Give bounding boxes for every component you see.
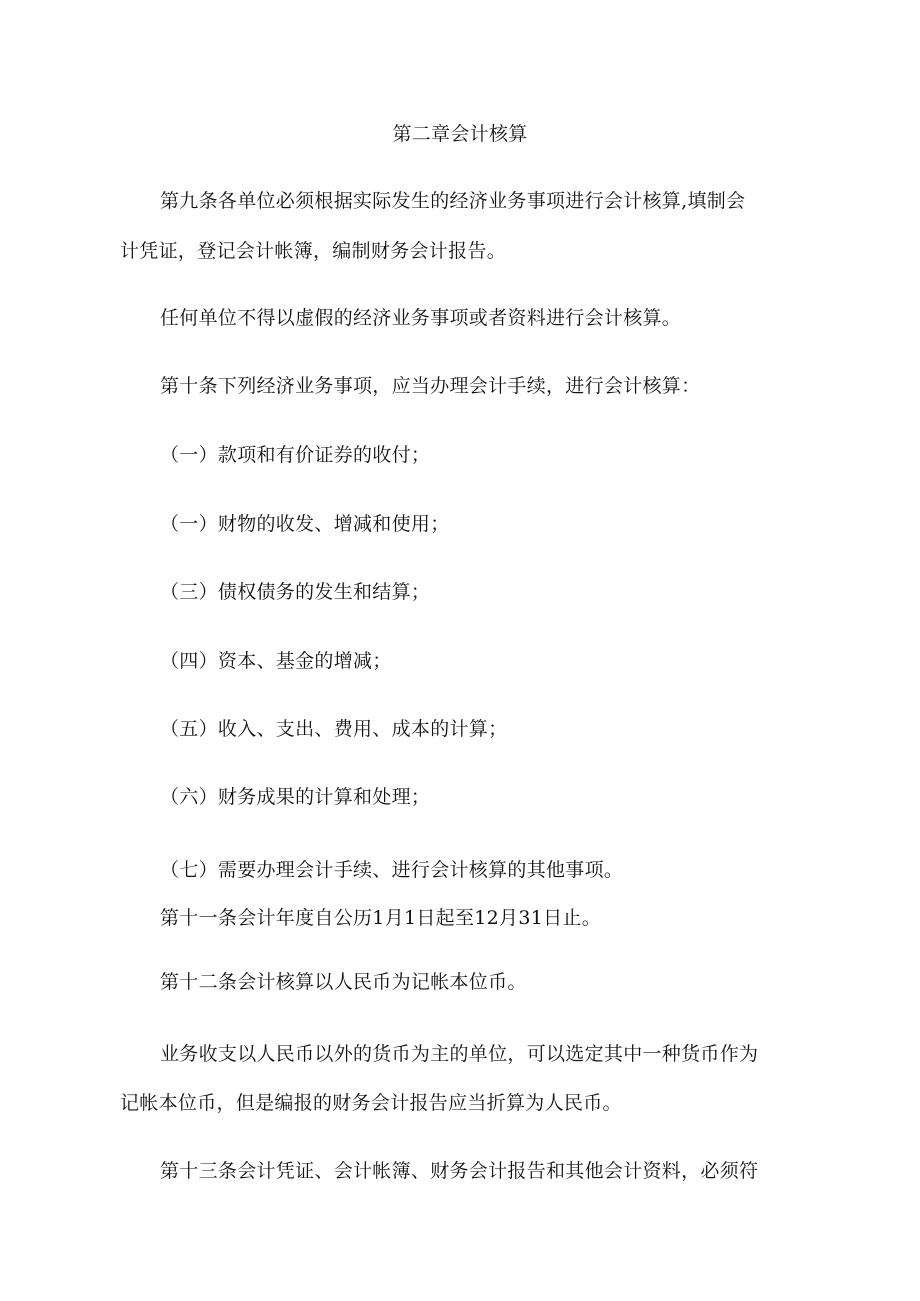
article-10-intro: 第十条下列经济业务事项，应当办理会计手续，进行会计核算：: [160, 375, 701, 397]
foreign-currency-line-2: 记帐本位币，但是编报的财务会计报告应当折算为人民币。: [120, 1092, 622, 1114]
list-item-6: （六）财务成果的计算和处理；: [160, 786, 431, 808]
article-11: 第十一条会计年度自公历1月1日起至12月31日止。: [160, 907, 602, 929]
no-false-accounting-paragraph: 任何单位不得以虚假的经济业务事项或者资料进行会计核算。: [160, 307, 682, 329]
article-12: 第十二条会计核算以人民币为记帐本位币。: [160, 971, 527, 993]
foreign-currency-line-1: 业务收支以人民币以外的货币为主的单位，可以选定其中一种货币作为: [160, 1043, 759, 1065]
chapter-title: 第二章会计核算: [392, 123, 528, 145]
article-9-line-1: 第九条各单位必须根据实际发生的经济业务事项进行会计核算,填制会: [160, 190, 746, 212]
list-item-4: （四）资本、基金的增减；: [160, 650, 392, 672]
list-item-2: （一）财物的收发、增减和使用；: [160, 513, 450, 535]
article-13-line-1: 第十三条会计凭证、会计帐簿、财务会计报告和其他会计资料，必须符: [160, 1160, 759, 1182]
list-item-5: （五）收入、支出、费用、成本的计算；: [160, 718, 508, 740]
list-item-1: （一）款项和有价证券的收付；: [160, 444, 431, 466]
list-item-7: （七）需要办理会计手续、进行会计核算的其他事项。: [160, 859, 624, 881]
article-9-line-2: 计凭证，登记会计帐簿，编制财务会计报告。: [120, 240, 507, 262]
list-item-3: （三）债权债务的发生和结算；: [160, 581, 431, 603]
